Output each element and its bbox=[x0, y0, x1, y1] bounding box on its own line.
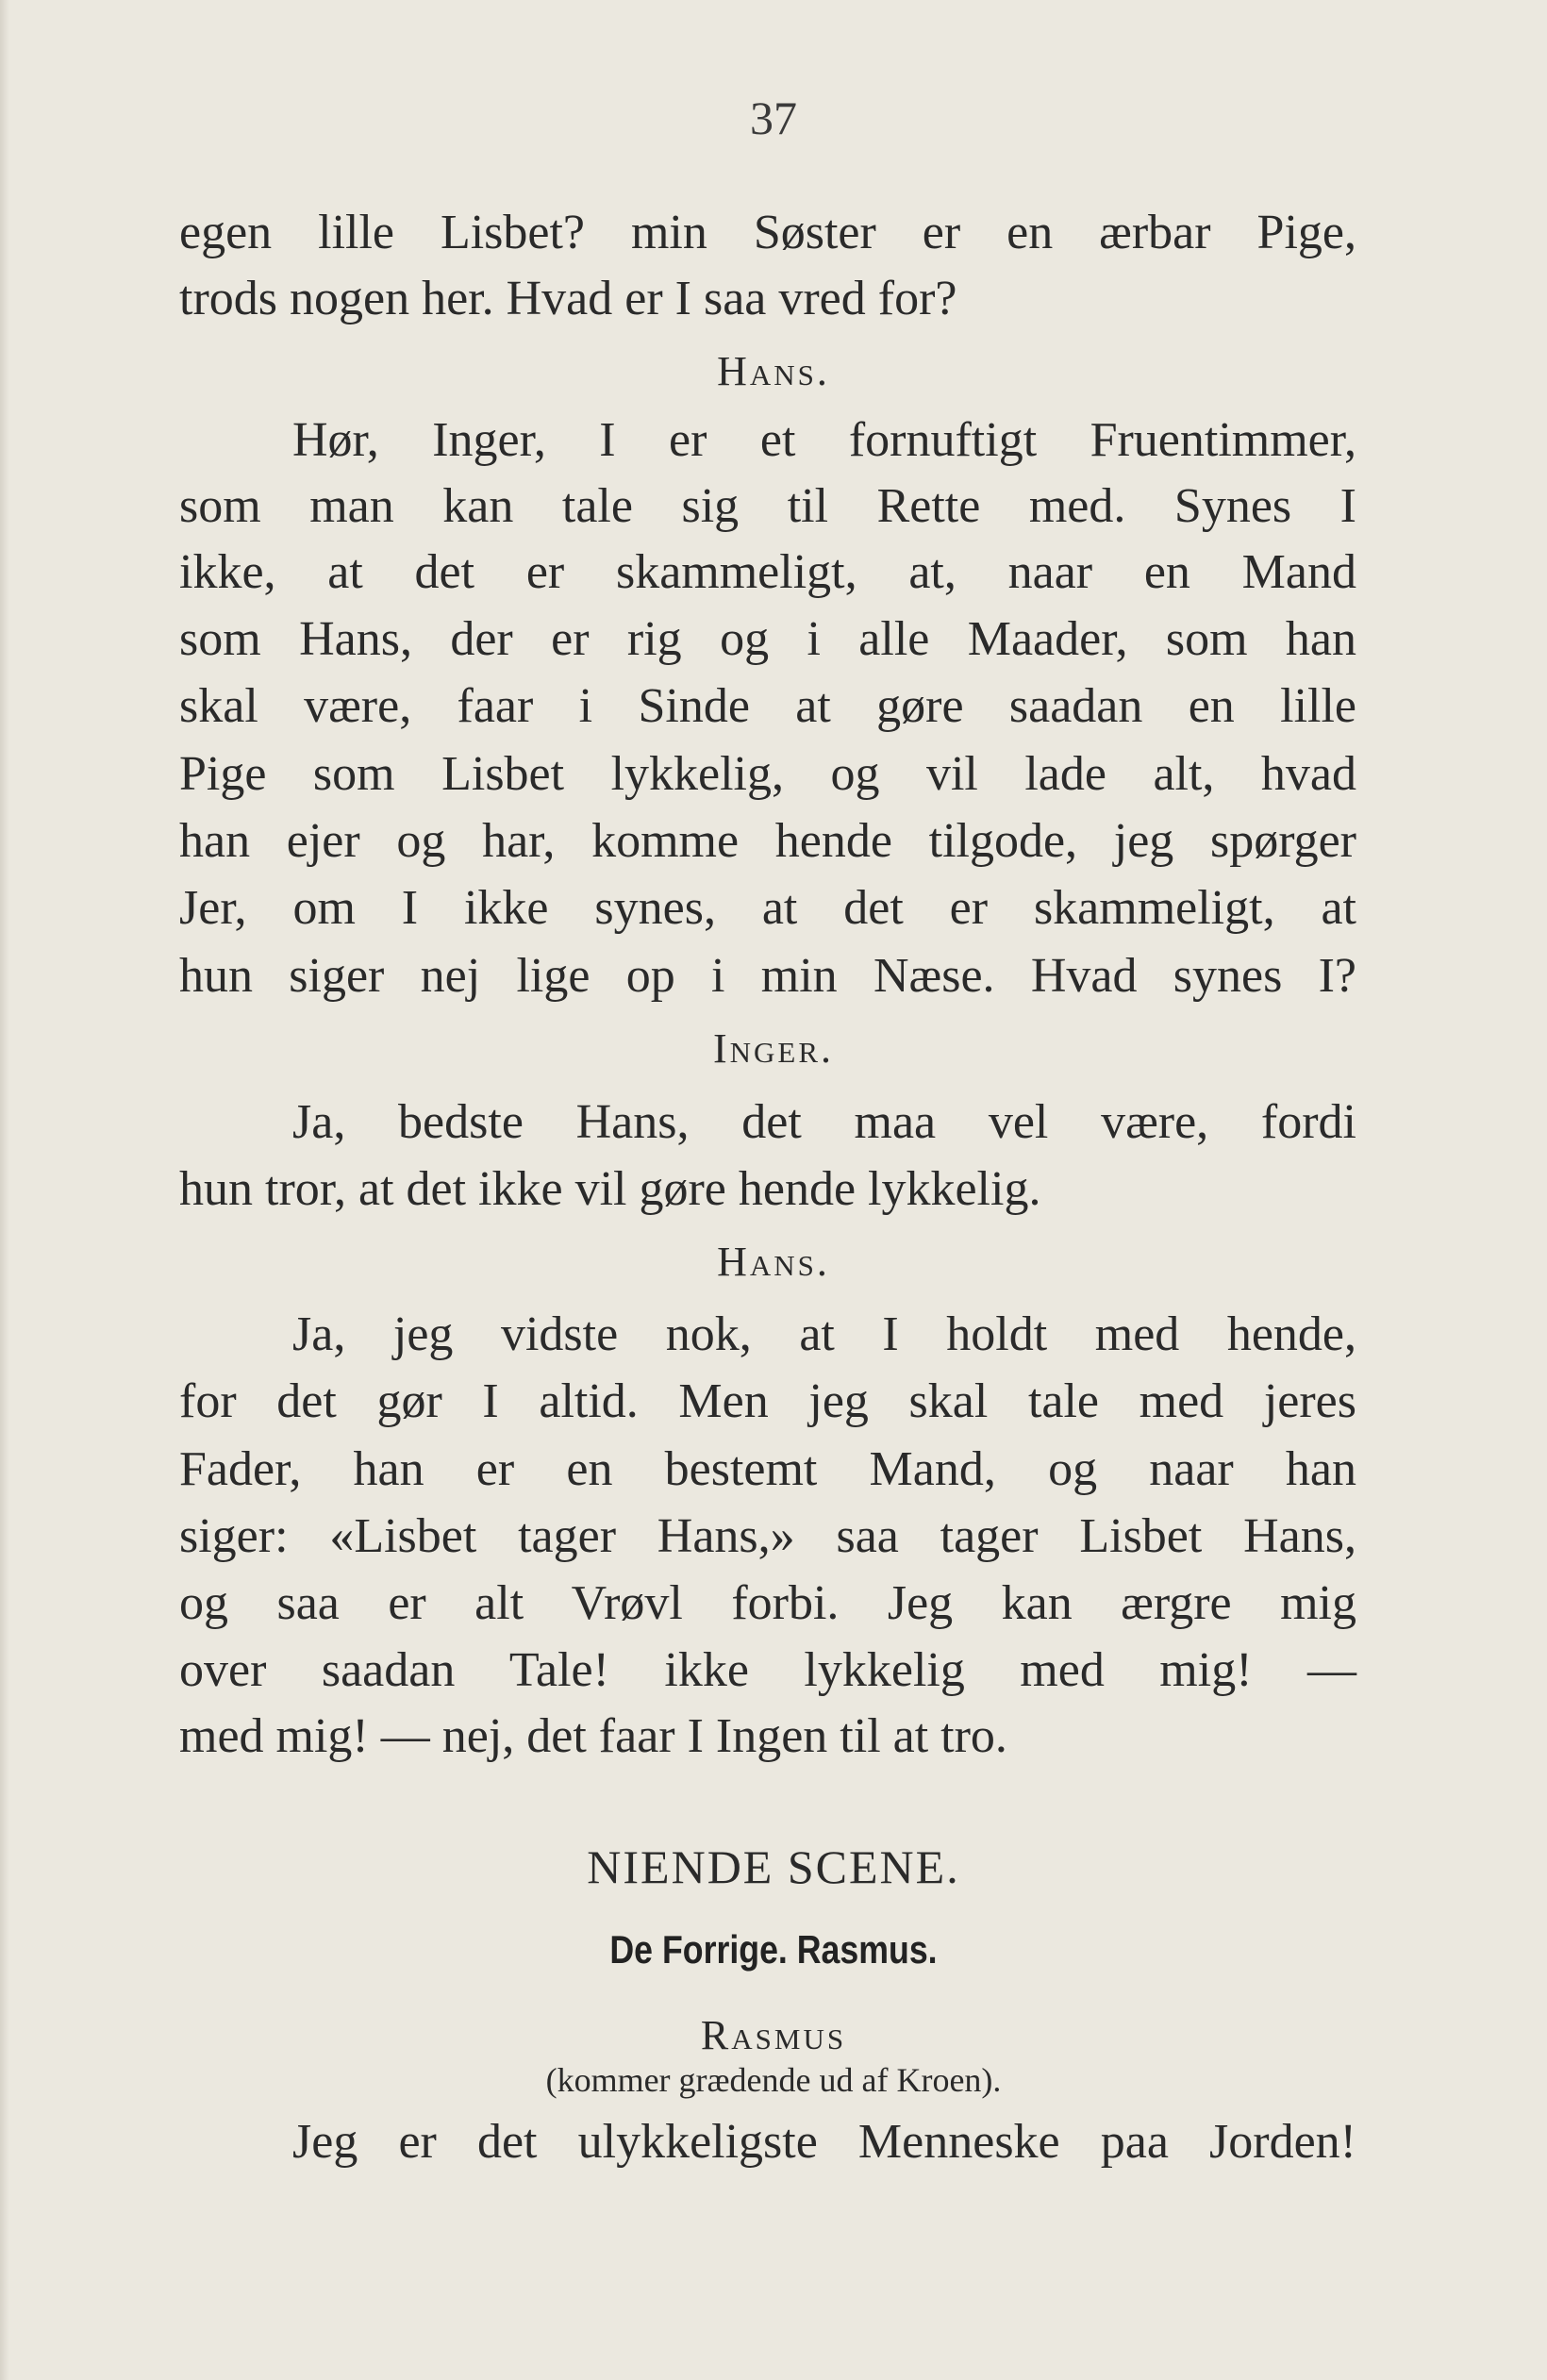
text-line: og saa er alt Vrøvl forbi. Jeg kan ærgre mig bbox=[179, 1576, 1356, 1630]
text-line: Ja, jeg vidste nok, at I holdt med hende, bbox=[292, 1307, 1356, 1361]
text-line: for det gør I altid. Men jeg skal tale med jeres bbox=[179, 1374, 1356, 1428]
text-line: Hør, Inger, I er et fornuftigt Fruentimmer, bbox=[292, 413, 1356, 467]
cast-list: De Forrige. Rasmus. bbox=[609, 1927, 938, 1972]
speaker-name: Hans. bbox=[717, 348, 830, 394]
text-line: egen lille Lisbet? min Søster er en ærbar Pige, bbox=[179, 206, 1356, 259]
text-line: med mig! — nej, det faar I Ingen til at tro. bbox=[179, 1709, 1007, 1763]
stage-direction: (kommer grædende ud af Kroen). bbox=[545, 2061, 1002, 2099]
page-number: 37 bbox=[750, 92, 797, 144]
text-line: hun siger nej lige op i min Næse. Hvad synes I? bbox=[179, 949, 1356, 1003]
text-line: som Hans, der er rig og i alle Maader, som han bbox=[179, 612, 1356, 666]
text-line: hun tror, at det ikke vil gøre hende lykkelig. bbox=[179, 1162, 1041, 1216]
text-line: Jer, om I ikke synes, at det er skammeligt, at bbox=[179, 881, 1356, 935]
text-line: siger: «Lisbet tager Hans,» saa tager Lisbet Hans, bbox=[179, 1509, 1356, 1563]
text-line: Fader, han er en bestemt Mand, og naar han bbox=[179, 1442, 1356, 1496]
text-line: som man kan tale sig til Rette med. Synes I bbox=[179, 479, 1356, 533]
scene-title: NIENDE SCENE. bbox=[587, 1840, 960, 1893]
text-line: ikke, at det er skammeligt, at, naar en Mand bbox=[179, 545, 1356, 599]
text-line: trods nogen her. Hvad er I saa vred for? bbox=[179, 272, 957, 325]
speaker-name: Hans. bbox=[717, 1239, 830, 1285]
text-line: skal være, faar i Sinde at gøre saadan en lille bbox=[179, 679, 1356, 733]
text-line: Ja, bedste Hans, det maa vel være, fordi bbox=[292, 1095, 1356, 1149]
text-line: Jeg er det ulykkeligste Menneske paa Jorden! bbox=[292, 2115, 1356, 2169]
speaker-name: Rasmus bbox=[700, 2012, 847, 2058]
text-line: Pige som Lisbet lykkelig, og vil lade alt, hvad bbox=[179, 747, 1356, 801]
text-line: over saadan Tale! ikke lykkelig med mig! — bbox=[179, 1643, 1356, 1697]
speaker-name: Inger. bbox=[712, 1025, 835, 1072]
text-line: han ejer og har, komme hende tilgode, jeg spørger bbox=[179, 814, 1356, 868]
